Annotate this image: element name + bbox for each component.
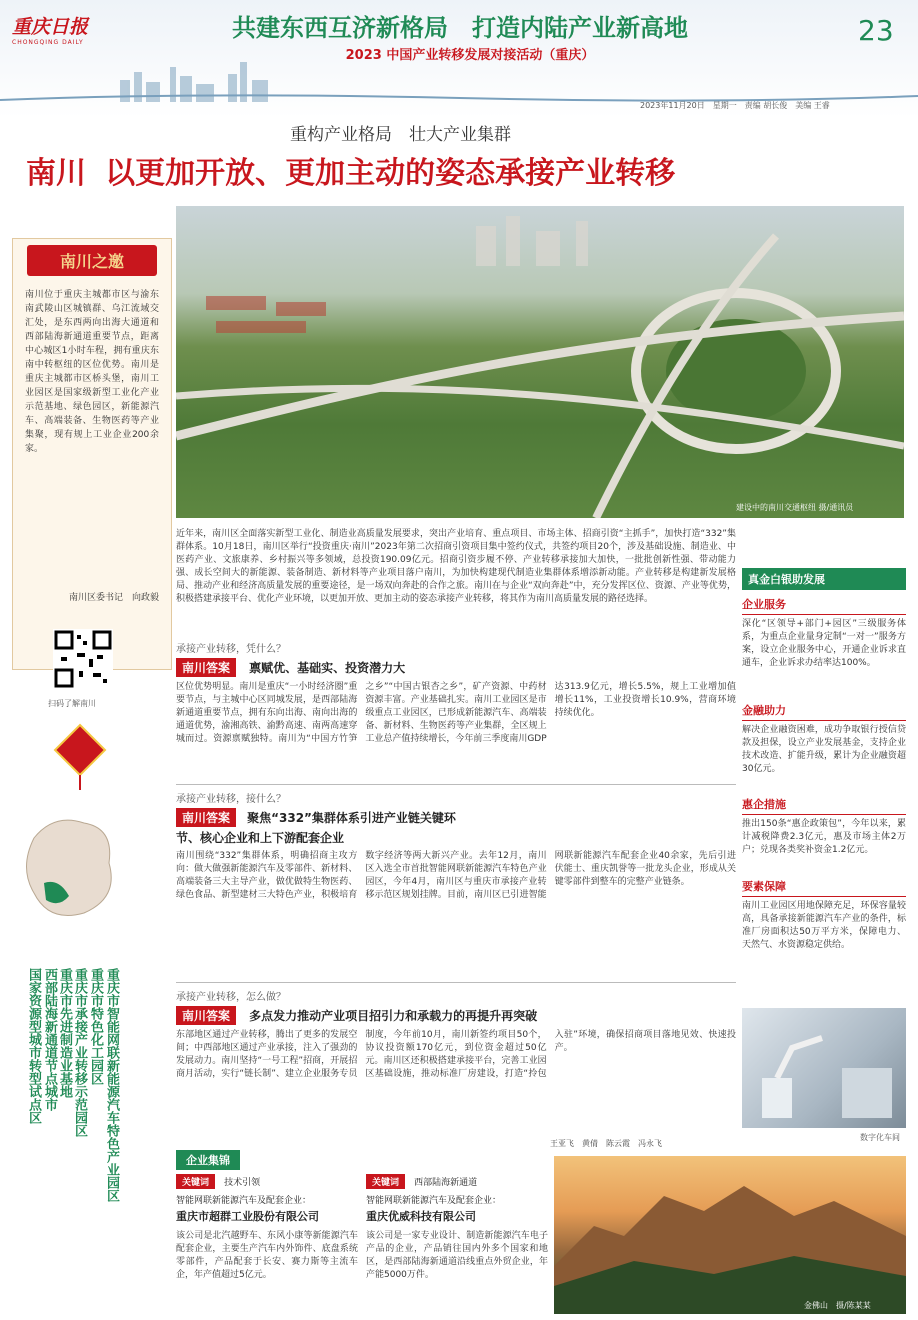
- slogan-5: 重庆市承接产业转移示范园区: [72, 968, 87, 1137]
- invite-title: 南川之邀: [27, 245, 157, 276]
- section-2-body: 南川围绕“332”集群体系，明确招商主攻方向：做大做强新能源汽车及零部件、新材料、高端装备三大主导产业，做优做特生物医药、绿色食品、新型建材三大特色产业，积极培育数字经济等两大新兴产业。去年12月，南川区入选全市首批智能网联新能源汽车特色产业园区，今年4月，南川区与重庆市承接产业转移示范区规划挂牌。目前，南川区已引进智能网联新能源汽车配套企业40余家，先后引进伏能士、重庆凯誉等一批龙头企业，形成从关键零部件到整车的完整产业链条。: [176, 851, 736, 900]
- highway-interchange-graphic: [176, 206, 904, 518]
- section-2-heading: 聚焦“332”集群体系引进产业链关键环节、核心企业和上下游配套企业: [176, 811, 456, 845]
- mountain-graphic: [554, 1156, 906, 1314]
- logo-text: 重庆日报: [12, 16, 89, 38]
- newspaper-logo: [12, 12, 92, 46]
- company-label: 智能网联新能源汽车及配套企业：: [366, 1196, 502, 1206]
- slogan-6: 重庆市先进制造业基地: [57, 968, 72, 1098]
- showcase-right-keyword: [366, 1170, 548, 1189]
- section-3-body: 东部地区通过产业转移，腾出了更多的发展空间；中西部地区通过产业承接，注入了强劲的发展动力。南川坚持“一号工程”招商，开展招商月活动，实行“链长制”、建立企业服务专员制度，今年前10月，南川新签约项目50个，协议投资额170亿元，到位资金超过50亿元。南川区还积极搭建承接平台，完善工业园区基础设施，推动标准厂房建设，打造“拎包入驻”环境，确保招商项目落地见效、快速投产。: [176, 1030, 736, 1079]
- keyword-text: 技术引领: [224, 1178, 261, 1188]
- invite-box: [12, 238, 172, 670]
- company-name: 重庆优威科技有限公司: [366, 1210, 476, 1223]
- service-heading-4: 要素保障: [742, 878, 906, 897]
- page-number: 23: [858, 14, 894, 47]
- headline-main: 以更加开放、更加主动的姿态承接产业转移: [105, 156, 676, 191]
- section-1-headline: [176, 657, 736, 677]
- divider: [176, 982, 736, 983]
- service-body-3: 推出150条“惠企政策包”，今年以来，累计减税降费2.3亿元，惠及市场主体2万户；兑现各类奖补资金1.2亿元。: [742, 819, 906, 855]
- qr-caption: 扫码了解南川: [48, 699, 96, 708]
- section-3-question: 承接产业转移，怎么做？: [176, 992, 286, 1003]
- slogan-1: 国家资源型城市转型试点区: [26, 968, 41, 1124]
- keyword-text: 西部陆海新通道: [414, 1178, 478, 1188]
- service-body-1: 深化“区领导+部门+园区”三级服务体系，为重点企业量身定制“一对一”服务方案，设立企业服务中心，开通企业诉求直通车，企业诉求办结率达100%。: [742, 619, 906, 668]
- banner-title: 共建东西互济新格局 打造内陆产业新高地: [232, 13, 688, 42]
- service-body-2: 解决企业融资困难，成功争取银行授信贷款及担保，设立产业发展基金，支持企业技术改造、扩能升级，累计为企业融资超30亿元。: [742, 725, 906, 774]
- keyword-tag: 关键词: [176, 1174, 215, 1189]
- section-3-headline: [176, 1005, 736, 1025]
- robot-arm-graphic: [742, 1008, 906, 1128]
- main-photo: [176, 206, 904, 518]
- dateline: 2023年11月20日 星期一 责编 胡长俊 美编 王睿: [640, 101, 830, 110]
- showcase-left: [176, 1170, 358, 1312]
- section-1-heading: 禀赋优、基础实、投资潜力大: [249, 661, 406, 675]
- headline-district: 南川: [26, 156, 86, 191]
- service-heading-2: 金融助力: [742, 702, 906, 721]
- vertical-slogans: [24, 968, 144, 1312]
- section-3: [176, 988, 736, 1150]
- section-2-tag: 南川答案: [176, 808, 236, 827]
- knot-ornament: [50, 720, 110, 790]
- mountain-photo: [554, 1156, 906, 1314]
- invite-body: 南川位于重庆主城都市区与渝东南武陵山区城镇群、乌江流域交汇处，是东西两向出海大通道和西部陆海新通道重要节点，距离中心城区1小时车程，拥有重庆东南中转枢纽的区位优势。南川是重庆主城都市区桥头堡，南川工业园区是国家级新型工业化产业示范基地、绿色园区，新能源汽车、高端装备、生物医药等产业集聚，现有规上工业企业200余家。: [25, 290, 159, 454]
- logo-en: CHONGQING DAILY: [12, 39, 84, 46]
- section-1-question: 承接产业转移，凭什么？: [176, 644, 286, 655]
- section-1-body: 区位优势明显。南川是重庆“一小时经济圈”重要节点，与主城中心区同城发展，是西部陆海新通道重要节点，拥有东向出海、南向出海的通道优势，渝湘高铁、渝黔高速、南两高速穿城而过。资源禀赋独特。南川为“中国方竹笋之乡”“中国古银杏之乡”，矿产资源、中药材资源丰富。产业基础扎实。南川工业园区是市级重点工业园区，已形成新能源汽车、高端装备、新材料、生物医药等产业集群，全区规上工业总产值持续增长，今年前三季度南川GDP达313.9亿元，增长5.5%，规上工业增加值增长11%，工业投资增长10.9%，营商环境持续优化。: [176, 682, 736, 744]
- showcase-left-keyword: [176, 1170, 358, 1189]
- slogan-4: 重庆市特色化工园区: [88, 968, 103, 1085]
- keyword-tag: 关键词: [366, 1174, 405, 1189]
- slogan-3: 西部陆海新通道节点城市: [42, 968, 57, 1111]
- intro-paragraph: 近年来，南川区全面落实新型工业化、制造业高质量发展要求，突出产业培育、重点项目、市场主体、招商引资“主抓手”，加快打造“332”集群体系。10月18日，南川区举行“投资重庆·南川”2023年第二次招商引资项目集中签约仪式，共签约项目20个，涉及基础设施、制造业、中医药产业、文旅康养、乡村振兴等多领域，总投资190.09亿元。招商引资步履不停、产业转移承接加大加快，一批批创新性强、带动能力强、成长空间大的新能源、装备制造、新材料等产业项目落户南川，为加快构建现代制造业集群体系增添新动能。产业转移是构建新发展格局、推动产业和经济高质量发展的重要途径，是一场双向奔赴的合作之旅。南川在与企业“双向奔赴”中，充分发挥区位、资源、产业等优势，积极搭建承接平台、优化产业环境，以更加开放、更加主动的姿态承接产业转移，将其作为南川高质量发展的路径选择。: [176, 529, 736, 604]
- author-line: 王亚飞 黄倩 陈云霞 冯永飞: [550, 1139, 662, 1148]
- nanchuan-map: [14, 808, 124, 928]
- mountain-photo-caption: 金佛山 摄/陈某某: [804, 1301, 871, 1310]
- headline-kicker: 重构产业格局 壮大产业集群: [290, 125, 511, 145]
- slogan-2: 重庆市智能网联新能源汽车特色产业园区: [104, 968, 119, 1202]
- qr-code[interactable]: [53, 629, 113, 689]
- company-description: 该公司是一家专业设计、制造新能源汽车电子产品的企业，产品销往国内外多个国家和地区，是西部陆海新通道沿线重点外贸企业，年产能5000万件。: [366, 1231, 548, 1280]
- masthead: [0, 0, 918, 118]
- photo-caption: 建设中的南川交通枢纽 摄/通讯员: [736, 503, 854, 512]
- showcase-title: 企业集锦: [176, 1150, 240, 1170]
- company-label: 智能网联新能源汽车及配套企业：: [176, 1196, 312, 1206]
- company-name: 重庆市超群工业股份有限公司: [176, 1210, 319, 1223]
- section-2: [176, 790, 736, 978]
- section-2-headline: [176, 807, 466, 846]
- service-body-4: 南川工业园区用地保障充足，环保容量较高，具备承接新能源汽车产业的条件，标准厂房面积达50万平方米，保障电力、天然气、水资源稳定供给。: [742, 901, 906, 950]
- section-1: [176, 640, 736, 778]
- service-heading-3: 惠企措施: [742, 796, 906, 815]
- banner-subtitle: 2023 中国产业转移发展对接活动（重庆）: [345, 48, 595, 63]
- showcase-right: [366, 1170, 548, 1312]
- factory-photo-caption: 数字化车间: [860, 1133, 900, 1142]
- factory-photo: [742, 1008, 906, 1128]
- services-title: 真金白银助发展: [742, 568, 906, 590]
- skyline-illustration: [0, 52, 918, 107]
- section-3-tag: 南川答案: [176, 1006, 236, 1025]
- services-sidebar: [742, 568, 906, 1004]
- invite-closing: 南川区委书记 向政毅: [68, 593, 159, 603]
- section-3-heading: 多点发力推动产业项目招引力和承载力的再提升再突破: [249, 1009, 538, 1023]
- section-2-question: 承接产业转移，接什么？: [176, 794, 286, 805]
- divider: [176, 784, 736, 785]
- headline: [26, 148, 906, 192]
- section-1-tag: 南川答案: [176, 658, 236, 677]
- company-description: 该公司是北汽越野车、东风小康等新能源汽车配套企业，主要生产汽车内外饰件、底盘系统零部件，产品配套于长安、赛力斯等主流车企，年产值超过5亿元。: [176, 1231, 358, 1280]
- service-heading-1: 企业服务: [742, 596, 906, 615]
